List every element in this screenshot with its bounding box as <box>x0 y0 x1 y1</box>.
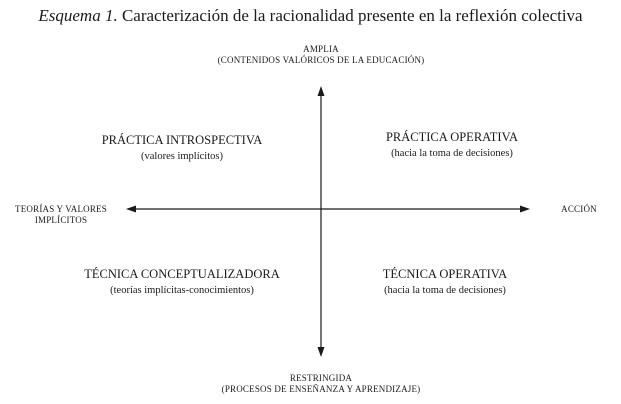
title-text: Caracterización de la racionalidad presente en la reflexión colectiva <box>121 6 583 25</box>
arrow-right <box>520 206 530 213</box>
quadrant-subtitle: (teorías implícitas-conocimientos) <box>110 285 254 296</box>
axis-label-top <box>171 44 471 66</box>
axis-right-line1: ACCIÓN <box>561 204 597 214</box>
quadrant-subtitle: (valores implícitos) <box>141 151 223 162</box>
axis-left-line2: IMPLÍCITOS <box>34 215 88 225</box>
quadrant-subtitle: (hacia la toma de decisiones) <box>391 148 513 159</box>
axis-bottom-line2: (PROCESOS DE ENSEÑANZA Y APRENDIZAJE) <box>221 384 421 394</box>
quadrant-title: PRÁCTICA INTROSPECTIVA <box>101 133 263 147</box>
quadrant-top-left <box>62 133 302 162</box>
quadrant-top-right <box>332 130 572 159</box>
quadrant-title: TÉCNICA CONCEPTUALIZADORA <box>84 267 280 281</box>
quadrant-title: TÉCNICA OPERATIVA <box>382 267 508 281</box>
quadrant-title: PRÁCTICA OPERATIVA <box>385 130 519 144</box>
title-lead: Esquema 1. <box>38 6 118 25</box>
quadrant-bottom-right <box>325 267 565 296</box>
quadrant-bottom-left <box>52 267 312 296</box>
axis-label-left <box>4 204 118 226</box>
quadrant-subtitle: (hacia la toma de decisiones) <box>384 285 506 296</box>
axis-top-line1: AMPLIA <box>303 44 339 54</box>
arrow-down <box>318 347 325 357</box>
axis-bottom-line1: RESTRINGIDA <box>289 373 353 383</box>
axis-label-right <box>549 204 609 215</box>
axis-left-line1: TEORÍAS Y VALORES <box>15 204 107 214</box>
axis-top-line2: (CONTENIDOS VALÓRICOS DE LA EDUCACIÓN) <box>217 55 425 65</box>
arrow-left <box>126 206 136 213</box>
axis-label-bottom <box>171 373 471 395</box>
arrow-up <box>318 86 325 96</box>
